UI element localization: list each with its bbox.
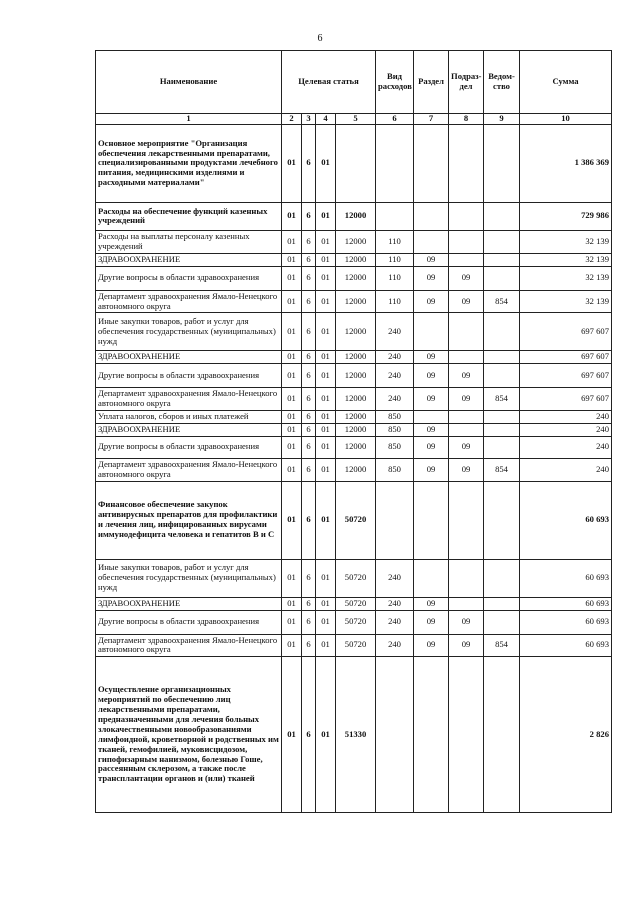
section: 09	[414, 597, 449, 610]
table-row	[96, 253, 612, 266]
row-name: Департамент здравоохранения Ямало-Ненецкого автономного округа	[96, 388, 282, 411]
event-code: 01	[316, 424, 336, 437]
header-vedomstvo: Ведом-ство	[484, 51, 520, 114]
amount: 32 139	[520, 230, 612, 253]
subsection	[449, 230, 484, 253]
direction-code: 50720	[336, 559, 376, 597]
event-code: 01	[316, 351, 336, 364]
row-name: Финансовое обеспечение закупок антивирусных препаратов для профилактики и лечения лиц, инфицированных вирусами иммунодефицита человека и гепатитов B и C	[96, 481, 282, 559]
expense-type: 240	[376, 634, 414, 657]
subprogram-code: 6	[302, 411, 316, 424]
direction-code: 12000	[336, 351, 376, 364]
department	[484, 481, 520, 559]
row-name: Другие вопросы в области здравоохранения	[96, 364, 282, 388]
amount: 2 826	[520, 657, 612, 813]
department: 854	[484, 634, 520, 657]
section	[414, 230, 449, 253]
table-row	[96, 351, 612, 364]
row-name: Департамент здравоохранения Ямало-Ненецкого автономного округа	[96, 290, 282, 313]
section: 09	[414, 436, 449, 458]
direction-code: 12000	[336, 458, 376, 481]
subprogram-code: 6	[302, 458, 316, 481]
page-number: 6	[317, 33, 323, 44]
amount: 240	[520, 436, 612, 458]
event-code: 01	[316, 458, 336, 481]
subprogram-code: 6	[302, 124, 316, 202]
department	[484, 313, 520, 351]
program-code: 01	[282, 388, 302, 411]
row-name: Иные закупки товаров, работ и услуг для обеспечения государственных (муниципальных) нужд	[96, 559, 282, 597]
amount: 32 139	[520, 290, 612, 313]
subprogram-code: 6	[302, 313, 316, 351]
direction-code: 12000	[336, 266, 376, 290]
table-row	[96, 436, 612, 458]
subsection	[449, 424, 484, 437]
amount: 240	[520, 411, 612, 424]
direction-code: 50720	[336, 610, 376, 634]
section: 09	[414, 634, 449, 657]
table-body	[96, 124, 612, 812]
amount: 32 139	[520, 253, 612, 266]
section: 09	[414, 364, 449, 388]
subprogram-code: 6	[302, 424, 316, 437]
direction-code: 12000	[336, 388, 376, 411]
table-row	[96, 634, 612, 657]
section	[414, 657, 449, 813]
program-code: 01	[282, 559, 302, 597]
program-code: 01	[282, 411, 302, 424]
department	[484, 202, 520, 230]
program-code: 01	[282, 657, 302, 813]
subsection	[449, 313, 484, 351]
column-number: 1	[96, 114, 282, 125]
table-row	[96, 610, 612, 634]
row-name: Другие вопросы в области здравоохранения	[96, 610, 282, 634]
subprogram-code: 6	[302, 290, 316, 313]
expense-type: 240	[376, 364, 414, 388]
expense-type: 110	[376, 253, 414, 266]
row-name: ЗДРАВООХРАНЕНИЕ	[96, 351, 282, 364]
row-name: ЗДРАВООХРАНЕНИЕ	[96, 597, 282, 610]
subsection: 09	[449, 364, 484, 388]
subprogram-code: 6	[302, 351, 316, 364]
header-summa: Сумма	[520, 51, 612, 114]
subsection	[449, 124, 484, 202]
direction-code: 50720	[336, 597, 376, 610]
program-code: 01	[282, 351, 302, 364]
row-name: Расходы на обеспечение функций казенных учреждений	[96, 202, 282, 230]
direction-code: 12000	[336, 202, 376, 230]
column-number: 8	[449, 114, 484, 125]
header-podrazdel: Подраз-дел	[449, 51, 484, 114]
column-number: 3	[302, 114, 316, 125]
direction-code: 12000	[336, 253, 376, 266]
department	[484, 597, 520, 610]
subsection	[449, 202, 484, 230]
section	[414, 559, 449, 597]
event-code: 01	[316, 290, 336, 313]
row-name: Другие вопросы в области здравоохранения	[96, 266, 282, 290]
row-name: Уплата налогов, сборов и иных платежей	[96, 411, 282, 424]
direction-code: 12000	[336, 424, 376, 437]
subsection: 09	[449, 388, 484, 411]
row-name: Осуществление организационных мероприятий по обеспечению лиц лекарственными препаратами, предназначенными для лечения больных злокачественными новообразованиями лимфоидной, кроветворной и родственных им тканей, гемофилией, муковисцидозом, гипофизарным нанизмом, болезнью Гоше, рассеянным склерозом, а также после трансплантации органов и (или) тканей	[96, 657, 282, 813]
table-row	[96, 313, 612, 351]
event-code: 01	[316, 230, 336, 253]
subsection: 09	[449, 266, 484, 290]
amount: 697 607	[520, 351, 612, 364]
expense-type	[376, 481, 414, 559]
department	[484, 424, 520, 437]
expense-type: 110	[376, 290, 414, 313]
amount: 60 693	[520, 559, 612, 597]
column-number: 5	[336, 114, 376, 125]
program-code: 01	[282, 124, 302, 202]
subprogram-code: 6	[302, 559, 316, 597]
amount: 240	[520, 458, 612, 481]
header-name: Наименование	[96, 51, 282, 114]
direction-code: 12000	[336, 313, 376, 351]
table-row	[96, 597, 612, 610]
table-header-row	[96, 51, 612, 114]
table-row	[96, 290, 612, 313]
subsection	[449, 411, 484, 424]
subsection	[449, 481, 484, 559]
department	[484, 657, 520, 813]
subsection: 09	[449, 436, 484, 458]
expense-type: 240	[376, 313, 414, 351]
section	[414, 202, 449, 230]
expense-type: 110	[376, 266, 414, 290]
section: 09	[414, 290, 449, 313]
section: 09	[414, 424, 449, 437]
expense-type: 850	[376, 458, 414, 481]
department	[484, 411, 520, 424]
direction-code: 12000	[336, 230, 376, 253]
subprogram-code: 6	[302, 253, 316, 266]
department	[484, 559, 520, 597]
expense-type: 850	[376, 424, 414, 437]
department	[484, 351, 520, 364]
subprogram-code: 6	[302, 266, 316, 290]
table-row	[96, 266, 612, 290]
header-razdel: Раздел	[414, 51, 449, 114]
event-code: 01	[316, 610, 336, 634]
table-row	[96, 202, 612, 230]
department: 854	[484, 458, 520, 481]
table-row	[96, 124, 612, 202]
expense-type: 240	[376, 351, 414, 364]
section: 09	[414, 351, 449, 364]
program-code: 01	[282, 458, 302, 481]
section: 09	[414, 253, 449, 266]
program-code: 01	[282, 266, 302, 290]
subsection	[449, 657, 484, 813]
event-code: 01	[316, 597, 336, 610]
subsection: 09	[449, 610, 484, 634]
program-code: 01	[282, 634, 302, 657]
subprogram-code: 6	[302, 364, 316, 388]
section: 09	[414, 388, 449, 411]
subprogram-code: 6	[302, 610, 316, 634]
amount: 697 607	[520, 313, 612, 351]
event-code: 01	[316, 388, 336, 411]
table-row	[96, 424, 612, 437]
amount: 240	[520, 424, 612, 437]
department	[484, 436, 520, 458]
subprogram-code: 6	[302, 597, 316, 610]
amount: 697 607	[520, 364, 612, 388]
department	[484, 266, 520, 290]
section	[414, 481, 449, 559]
column-numbers-row	[96, 114, 612, 125]
department: 854	[484, 388, 520, 411]
program-code: 01	[282, 597, 302, 610]
event-code: 01	[316, 634, 336, 657]
direction-code: 12000	[336, 290, 376, 313]
program-code: 01	[282, 313, 302, 351]
event-code: 01	[316, 202, 336, 230]
program-code: 01	[282, 253, 302, 266]
direction-code: 51330	[336, 657, 376, 813]
section: 09	[414, 266, 449, 290]
column-number: 7	[414, 114, 449, 125]
table-row	[96, 230, 612, 253]
amount: 729 986	[520, 202, 612, 230]
budget-table	[95, 50, 612, 813]
subsection: 09	[449, 634, 484, 657]
table-row	[96, 458, 612, 481]
expense-type: 850	[376, 436, 414, 458]
expense-type: 240	[376, 597, 414, 610]
department	[484, 230, 520, 253]
row-name: Другие вопросы в области здравоохранения	[96, 436, 282, 458]
subsection	[449, 351, 484, 364]
amount: 697 607	[520, 388, 612, 411]
program-code: 01	[282, 290, 302, 313]
department	[484, 364, 520, 388]
event-code: 01	[316, 313, 336, 351]
event-code: 01	[316, 436, 336, 458]
department	[484, 124, 520, 202]
table-row	[96, 657, 612, 813]
program-code: 01	[282, 436, 302, 458]
expense-type: 240	[376, 559, 414, 597]
event-code: 01	[316, 481, 336, 559]
subsection	[449, 559, 484, 597]
row-name: Основное мероприятие "Организация обеспечения лекарственными препаратами, специализированными продуктами лечебного питания, медицинскими изделиями и расходными материалами"	[96, 124, 282, 202]
subprogram-code: 6	[302, 634, 316, 657]
direction-code: 12000	[336, 364, 376, 388]
row-name: Расходы на выплаты персоналу казенных учреждений	[96, 230, 282, 253]
direction-code: 12000	[336, 411, 376, 424]
expense-type: 110	[376, 230, 414, 253]
amount: 1 386 369	[520, 124, 612, 202]
program-code: 01	[282, 424, 302, 437]
table-row	[96, 481, 612, 559]
header-target: Целевая статья	[282, 51, 376, 114]
expense-type	[376, 124, 414, 202]
event-code: 01	[316, 411, 336, 424]
program-code: 01	[282, 202, 302, 230]
table-row	[96, 559, 612, 597]
department: 854	[484, 290, 520, 313]
column-number: 2	[282, 114, 302, 125]
subprogram-code: 6	[302, 481, 316, 559]
subprogram-code: 6	[302, 657, 316, 813]
amount: 60 693	[520, 481, 612, 559]
program-code: 01	[282, 364, 302, 388]
direction-code: 12000	[336, 436, 376, 458]
subsection: 09	[449, 458, 484, 481]
subsection: 09	[449, 290, 484, 313]
subprogram-code: 6	[302, 436, 316, 458]
row-name: ЗДРАВООХРАНЕНИЕ	[96, 424, 282, 437]
expense-type: 240	[376, 610, 414, 634]
direction-code: 50720	[336, 634, 376, 657]
header-vid: Вид расходов	[376, 51, 414, 114]
department	[484, 610, 520, 634]
subsection	[449, 253, 484, 266]
row-name: Департамент здравоохранения Ямало-Ненецкого автономного округа	[96, 458, 282, 481]
subprogram-code: 6	[302, 202, 316, 230]
event-code: 01	[316, 124, 336, 202]
row-name: Иные закупки товаров, работ и услуг для обеспечения государственных (муниципальных) нужд	[96, 313, 282, 351]
amount: 60 693	[520, 610, 612, 634]
event-code: 01	[316, 657, 336, 813]
column-number: 9	[484, 114, 520, 125]
program-code: 01	[282, 230, 302, 253]
row-name: Департамент здравоохранения Ямало-Ненецкого автономного округа	[96, 634, 282, 657]
amount: 60 693	[520, 634, 612, 657]
section	[414, 124, 449, 202]
direction-code	[336, 124, 376, 202]
section	[414, 411, 449, 424]
subprogram-code: 6	[302, 388, 316, 411]
expense-type: 850	[376, 411, 414, 424]
table-row	[96, 364, 612, 388]
table-row	[96, 388, 612, 411]
section: 09	[414, 458, 449, 481]
expense-type: 240	[376, 388, 414, 411]
subsection	[449, 597, 484, 610]
program-code: 01	[282, 481, 302, 559]
event-code: 01	[316, 364, 336, 388]
event-code: 01	[316, 559, 336, 597]
amount: 60 693	[520, 597, 612, 610]
expense-type	[376, 202, 414, 230]
expense-type	[376, 657, 414, 813]
direction-code: 50720	[336, 481, 376, 559]
section: 09	[414, 610, 449, 634]
column-number: 6	[376, 114, 414, 125]
table-row	[96, 411, 612, 424]
department	[484, 253, 520, 266]
amount: 32 139	[520, 266, 612, 290]
event-code: 01	[316, 266, 336, 290]
section	[414, 313, 449, 351]
event-code: 01	[316, 253, 336, 266]
column-number: 10	[520, 114, 612, 125]
program-code: 01	[282, 610, 302, 634]
row-name: ЗДРАВООХРАНЕНИЕ	[96, 253, 282, 266]
column-number: 4	[316, 114, 336, 125]
subprogram-code: 6	[302, 230, 316, 253]
